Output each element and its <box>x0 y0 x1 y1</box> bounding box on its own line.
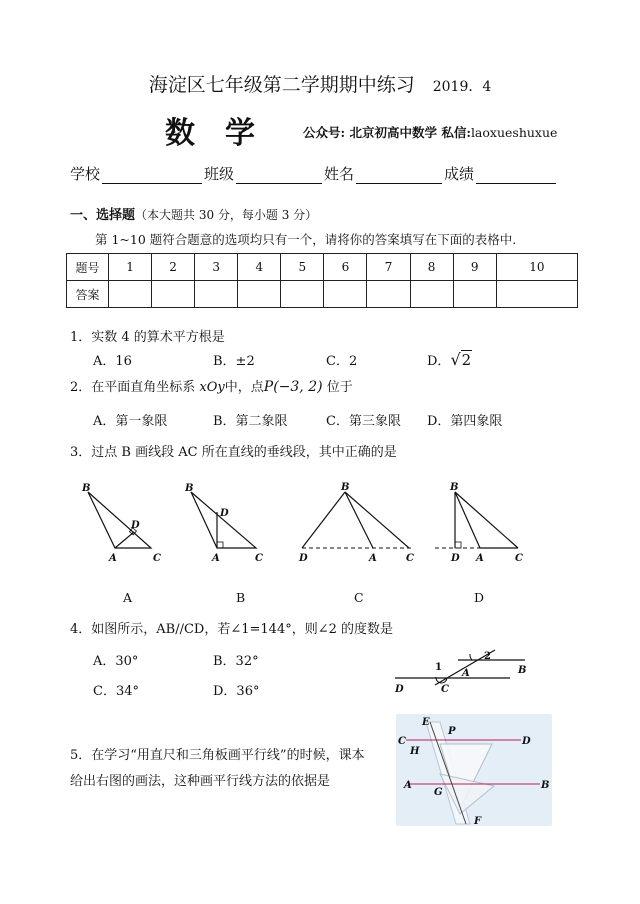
fig-label: B <box>82 483 91 494</box>
table-row <box>67 254 578 281</box>
answer-cell[interactable] <box>496 281 577 308</box>
answer-table <box>66 253 578 308</box>
fig-label: F <box>474 816 482 826</box>
answer-cell[interactable] <box>109 281 152 308</box>
angle-2-label: 2 <box>484 651 491 662</box>
question-2-stem <box>70 376 353 395</box>
fig-label: B <box>341 482 350 493</box>
question-3-stem: 3．过点 B 画线段 AC 所在直线的垂线段，其中正确的是 <box>70 445 397 460</box>
q3-figure-b <box>184 483 263 564</box>
section-instruction: 第 1~10 题符合题意的选项均只有一个，请将你的答案填写在下面的表格中. <box>95 232 517 247</box>
answer-cell[interactable] <box>152 281 195 308</box>
fig-label: C <box>515 553 523 564</box>
point-b-label: B <box>518 665 527 676</box>
q2-option-c: C．第三象限 <box>326 414 401 429</box>
fig-label: D <box>131 520 140 531</box>
q1-option-d <box>427 350 472 369</box>
table-header-cell: 题号 <box>67 254 109 281</box>
fig-label: A <box>476 553 484 564</box>
q4-option-c: C．34° <box>93 684 139 699</box>
fig-label: G <box>434 787 443 798</box>
fig-label: D <box>299 553 308 564</box>
sqrt-radicand: 2 <box>461 351 472 369</box>
fig-label: P <box>448 726 456 737</box>
q4-option-d: D．36° <box>213 684 260 699</box>
wechat-info <box>303 123 557 141</box>
school-blank[interactable] <box>102 167 202 184</box>
name-blank[interactable] <box>356 167 442 184</box>
fig-label: D <box>451 553 460 564</box>
fig-label: A <box>109 553 117 564</box>
table-cell: 1 <box>109 254 152 281</box>
student-info-row <box>70 163 558 184</box>
answer-cell[interactable] <box>367 281 410 308</box>
fig-label: A <box>212 553 220 564</box>
score-blank[interactable] <box>476 167 556 184</box>
fig-label: C <box>153 553 161 564</box>
fig-label: C <box>255 553 263 564</box>
exam-date: 2019．4 <box>432 79 492 95</box>
q2-option-d: D．第四象限 <box>427 414 503 429</box>
point-d-label: D <box>395 684 404 695</box>
question-5-stem-line1: 5．在学习“用直尺和三角板画平行线”的时候，课本 <box>70 748 365 763</box>
wechat-id: laoxueshuxue <box>470 125 558 140</box>
fig-label: A <box>369 553 377 564</box>
school-label: 学校 <box>70 165 101 183</box>
title-text: 海淀区七年级第二学期期中练习 <box>148 74 415 96</box>
class-label: 班级 <box>204 165 235 183</box>
q5-figure <box>396 714 552 826</box>
score-label: 成绩 <box>444 165 475 183</box>
q4-option-a: A．30° <box>93 654 139 669</box>
table-cell: 6 <box>324 254 367 281</box>
section-note: （本大题共 30 分，每小题 3 分） <box>135 208 318 222</box>
q1-option-b: B．±2 <box>213 354 255 369</box>
answer-cell[interactable] <box>195 281 238 308</box>
wechat-label: 公众号: 北京初高中数学 私信: <box>303 125 471 140</box>
q1-option-a: A．16 <box>93 354 132 369</box>
table-row <box>67 281 578 308</box>
fig-label: B <box>541 780 550 791</box>
subject-heading: 数学 <box>165 116 285 151</box>
table-cell: 8 <box>410 254 453 281</box>
q2-coordinate-system: xOy <box>199 380 225 395</box>
q1-option-c: C．2 <box>326 354 358 369</box>
q5-figure-photo <box>396 714 552 826</box>
exam-title <box>0 70 640 97</box>
point-c-label: C <box>441 684 449 695</box>
table-header-cell: 答案 <box>67 281 109 308</box>
q2-option-b: B．第二象限 <box>213 414 288 429</box>
q3-caption-a: A <box>123 590 133 605</box>
q3-caption-c: C <box>354 590 364 605</box>
q2-stem-pre: 2．在平面直角坐标系 <box>70 380 196 395</box>
section-title: 一、选择题 <box>70 208 136 223</box>
q1-option-d-label: D． <box>427 354 451 369</box>
name-label: 姓名 <box>324 165 355 183</box>
fig-label: E <box>422 717 430 728</box>
q4-figure <box>390 645 540 700</box>
fig-label: C <box>406 553 414 564</box>
class-blank[interactable] <box>236 167 322 184</box>
q2-option-a: A．第一象限 <box>93 414 168 429</box>
q3-figure-c <box>298 482 414 564</box>
answer-cell[interactable] <box>281 281 324 308</box>
fig-label: H <box>410 746 420 757</box>
point-a-label: A <box>462 668 470 679</box>
angle-1-label: 1 <box>435 662 442 673</box>
fig-label: A <box>404 780 412 791</box>
q2-stem-mid: 中，点 <box>224 380 264 395</box>
fig-label: C <box>398 736 406 747</box>
q2-point: P(−3, 2) <box>263 379 323 395</box>
q3-figure-d <box>435 482 523 564</box>
table-cell: 5 <box>281 254 324 281</box>
table-cell: 2 <box>152 254 195 281</box>
fig-label: B <box>450 482 459 493</box>
answer-cell[interactable] <box>324 281 367 308</box>
table-cell: 3 <box>195 254 238 281</box>
answer-cell[interactable] <box>238 281 281 308</box>
fig-label: D <box>220 508 229 519</box>
q2-stem-post: 位于 <box>326 380 353 395</box>
table-cell: 4 <box>238 254 281 281</box>
q3-caption-d: D <box>474 590 485 605</box>
table-cell: 7 <box>367 254 410 281</box>
q3-figure-a <box>81 483 161 564</box>
question-1-stem: 1．实数 4 的算术平方根是 <box>70 330 225 345</box>
question-4-stem: 4．如图所示，AB//CD，若∠1=144°，则∠2 的度数是 <box>70 622 394 637</box>
fig-label: D <box>522 736 531 747</box>
table-cell: 9 <box>453 254 496 281</box>
table-cell: 10 <box>496 254 577 281</box>
section-heading <box>70 204 317 223</box>
answer-cell[interactable] <box>453 281 496 308</box>
question-5-stem-line2: 给出右图的画法，这种画平行线方法的依据是 <box>70 774 331 789</box>
fig-label: B <box>185 483 194 494</box>
q3-caption-b: B <box>236 590 246 605</box>
answer-cell[interactable] <box>410 281 453 308</box>
q4-option-b: B．32° <box>213 654 259 669</box>
q3-figures <box>60 470 540 610</box>
sqrt-icon: √ <box>450 350 461 369</box>
